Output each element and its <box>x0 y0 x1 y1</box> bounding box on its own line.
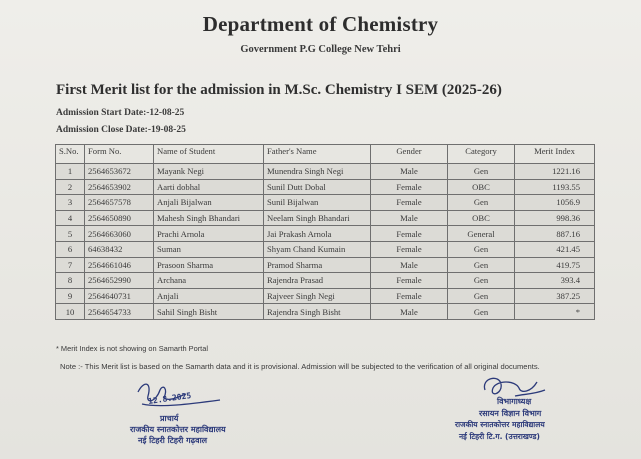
department-title: Department of Chemistry <box>202 12 439 36</box>
serial-number-cell: 9 <box>56 288 85 304</box>
merit-list-heading: First Merit list for the admission in M.Sc. Chemistry I SEM (2025-26) <box>56 82 502 98</box>
student-name-cell: Anjali <box>154 288 264 304</box>
hod-stamp-line: राजकीय स्नातकोत्तर महाविद्यालय <box>455 420 545 429</box>
student-name-cell: Archana <box>154 273 264 289</box>
table-row <box>56 273 595 289</box>
father-name-cell: Shyam Chand Kumain <box>264 241 371 257</box>
form-number-cell: 2564640731 <box>85 288 154 304</box>
serial-number-cell: 5 <box>56 226 85 242</box>
merit-index-cell: 1221.16 <box>515 164 595 180</box>
hod-signature-block <box>455 372 595 452</box>
gender-cell: Female <box>371 179 448 195</box>
serial-number-cell: 6 <box>56 241 85 257</box>
merit-index-cell: 887.16 <box>515 226 595 242</box>
hod-stamp-line: विभागाध्यक्ष <box>497 397 532 406</box>
principal-stamp-line: नई टिहरी टिहरी गढ़वाल <box>138 436 208 445</box>
merit-index-cell: 998.36 <box>515 210 595 226</box>
gender-cell: Male <box>371 304 448 320</box>
form-number-cell: 2564661046 <box>85 257 154 273</box>
category-cell: Gen <box>448 257 515 273</box>
merit-index-cell: 387.25 <box>515 288 595 304</box>
serial-number-cell: 8 <box>56 273 85 289</box>
hod-stamp-line: रसायन विज्ञान विभाग <box>479 409 542 418</box>
table-row <box>56 179 595 195</box>
table-row <box>56 195 595 211</box>
column-header: Father's Name <box>264 145 371 164</box>
student-name-cell: Aarti dobhal <box>154 179 264 195</box>
merit-index-cell: 393.4 <box>515 273 595 289</box>
father-name-cell: Jai Prakash Arnola <box>264 226 371 242</box>
table-row <box>56 288 595 304</box>
admission-start-date: Admission Start Date:-12-08-25 <box>56 108 185 118</box>
merit-index-cell: 419.75 <box>515 257 595 273</box>
merit-table <box>55 144 595 320</box>
table-row <box>56 304 595 320</box>
table-row <box>56 226 595 242</box>
table-row <box>56 164 595 180</box>
category-cell: Gen <box>448 241 515 257</box>
merit-index-cell: 421.45 <box>515 241 595 257</box>
column-header: Gender <box>371 145 448 164</box>
principal-signature-block <box>130 378 280 448</box>
gender-cell: Female <box>371 226 448 242</box>
hod-stamp-line: नई टिहरी टि.ग. (उत्तराखण्ड) <box>459 432 540 441</box>
serial-number-cell: 1 <box>56 164 85 180</box>
form-number-cell: 2564657578 <box>85 195 154 211</box>
form-number-cell: 2564650890 <box>85 210 154 226</box>
table-row <box>56 257 595 273</box>
form-number-cell: 2564653902 <box>85 179 154 195</box>
table-header-row <box>56 145 595 164</box>
category-cell: Gen <box>448 304 515 320</box>
admission-close-date: Admission Close Date:-19-08-25 <box>56 125 186 135</box>
father-name-cell: Sunil Bijalwan <box>264 195 371 211</box>
student-name-cell: Mahesh Singh Bhandari <box>154 210 264 226</box>
column-header: Form No. <box>85 145 154 164</box>
column-header: Category <box>448 145 515 164</box>
father-name-cell: Pramod Sharma <box>264 257 371 273</box>
column-header: Name of Student <box>154 145 264 164</box>
gender-cell: Male <box>371 257 448 273</box>
column-header: Merit Index <box>515 145 595 164</box>
father-name-cell: Munendra Singh Negi <box>264 164 371 180</box>
form-number-cell: 64638432 <box>85 241 154 257</box>
gender-cell: Male <box>371 164 448 180</box>
gender-cell: Female <box>371 195 448 211</box>
form-number-cell: 2564652990 <box>85 273 154 289</box>
gender-cell: Female <box>371 273 448 289</box>
serial-number-cell: 2 <box>56 179 85 195</box>
student-name-cell: Sahil Singh Bisht <box>154 304 264 320</box>
gender-cell: Female <box>371 241 448 257</box>
principal-stamp-line: प्राचार्य <box>160 414 179 423</box>
merit-index-cell: 1193.55 <box>515 179 595 195</box>
general-note: Note :- This Merit list is based on the Samarth data and it is provisional. Admission will be subjected to the verification of all original documents. <box>60 362 540 371</box>
column-header: S.No. <box>56 145 85 164</box>
serial-number-cell: 10 <box>56 304 85 320</box>
asterisk-note: * Merit Index is not showing on Samarth Portal <box>56 344 208 353</box>
merit-index-cell: 1056.9 <box>515 195 595 211</box>
gender-cell: Female <box>371 288 448 304</box>
student-name-cell: Prasoon Sharma <box>154 257 264 273</box>
student-name-cell: Suman <box>154 241 264 257</box>
gender-cell: Male <box>371 210 448 226</box>
category-cell: Gen <box>448 273 515 289</box>
student-name-cell: Anjali Bijalwan <box>154 195 264 211</box>
father-name-cell: Neelam Singh Bhandari <box>264 210 371 226</box>
category-cell: General <box>448 226 515 242</box>
father-name-cell: Rajveer Singh Negi <box>264 288 371 304</box>
principal-stamp-line: राजकीय स्नातकोत्तर महाविद्यालय <box>130 425 226 434</box>
merit-index-cell: * <box>515 304 595 320</box>
category-cell: OBC <box>448 179 515 195</box>
college-name: Government P.G College New Tehri <box>240 44 401 55</box>
father-name-cell: Rajendra Singh Bisht <box>264 304 371 320</box>
serial-number-cell: 3 <box>56 195 85 211</box>
form-number-cell: 2564653672 <box>85 164 154 180</box>
table-row <box>56 241 595 257</box>
category-cell: Gen <box>448 164 515 180</box>
serial-number-cell: 4 <box>56 210 85 226</box>
student-name-cell: Mayank Negi <box>154 164 264 180</box>
father-name-cell: Rajendra Prasad <box>264 273 371 289</box>
serial-number-cell: 7 <box>56 257 85 273</box>
category-cell: Gen <box>448 195 515 211</box>
form-number-cell: 2564654733 <box>85 304 154 320</box>
category-cell: Gen <box>448 288 515 304</box>
student-name-cell: Prachi Arnola <box>154 226 264 242</box>
table-row <box>56 210 595 226</box>
category-cell: OBC <box>448 210 515 226</box>
signature-date: 12.8.2025 <box>147 391 192 406</box>
father-name-cell: Sunil Dutt Dobal <box>264 179 371 195</box>
form-number-cell: 2564663060 <box>85 226 154 242</box>
